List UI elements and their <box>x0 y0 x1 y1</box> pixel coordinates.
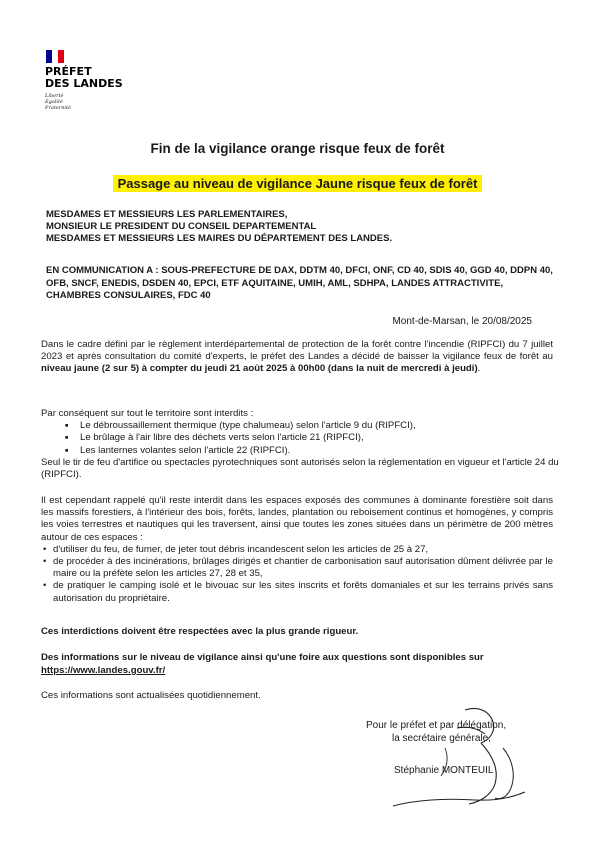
motto-fraternite: Fraternité <box>45 105 71 111</box>
document-title: Fin de la vigilance orange risque feux de forêt <box>150 141 445 156</box>
motto-egalite: Égalité <box>45 99 63 105</box>
addressee-line: MONSIEUR LE PRESIDENT DU CONSEIL DEPARTEMENTAL <box>46 221 317 233</box>
motto-liberte: Liberté <box>45 93 64 99</box>
list-item: • de pratiquer le camping isolé et le bivouac sur les sites inscrits et forêts domaniales et sur les terrains privés sans autorisation du propriétaire. <box>41 580 553 604</box>
republic-motto <box>45 93 165 111</box>
info-paragraph <box>41 651 553 677</box>
list-item: • d'utiliser du feu, de fumer, de jeter tout débris incandescent selon les articles de 25 à 27, <box>41 544 553 556</box>
place-date: Mont-de-Marsan, le 20/08/2025 <box>392 316 532 327</box>
logo-title <box>45 66 165 90</box>
prohibited-list <box>41 420 561 457</box>
list-item: ■ Le brûlage à l'air libre des déchets verts selon l'article 21 (RIPFCI), <box>41 432 561 444</box>
prohibited-lead: Par conséquent sur tout le territoire sont interdits : <box>41 408 254 419</box>
signature-delegation: Pour le préfet et par délégation, <box>366 720 507 731</box>
intro-text: Dans le cadre défini par le règlement interdépartemental de protection de la forêt contre l'incendie (RIPFCI) du 7 juillet 2023 et après consultation du comité d'experts, le préfet des Landes a décidé de baisser la vigilance feux de forêt au <box>41 339 553 363</box>
intro-end: . <box>477 363 481 375</box>
website-link[interactable]: https://www.landes.gouv.fr/ <box>41 665 166 676</box>
prohibited-section <box>41 408 561 481</box>
highlighted-subtitle: Passage au niveau de vigilance Jaune risque feux de forêt <box>113 175 483 192</box>
update-note: Ces informations sont actualisées quotidiennement. <box>41 690 261 701</box>
addressee-line: MESDAMES ET MESSIEURS LES MAIRES DU DÉPARTEMENT DES LANDES. <box>46 233 393 245</box>
reminder-section <box>41 495 553 605</box>
intro-bold: niveau jaune (2 sur 5) à compter du jeudi 21 août 2025 à 00h00 (dans la nuit de mercredi à jeudi) <box>41 363 478 375</box>
addressees <box>46 209 546 246</box>
french-flag-icon <box>46 50 64 63</box>
signatory-name: Stéphanie MONTEUIL <box>394 765 494 776</box>
reminder-text: Il est cependant rappelé qu'il reste interdit dans les espaces exposés des communes à dominante forestière soit dans les massifs forestiers, à l'intérieur des bois, forêts, landes, plantation ou reboisement continus et homogènes, y compris les voies terrestres et nautiques qui les traversent, ainsi que toutes les zones situées dans un périmètre de 200 mètres autour de ces espaces : <box>41 495 553 543</box>
communication-list: EN COMMUNICATION A : SOUS-PREFECTURE DE DAX, DDTM 40, DFCI, ONF, CD 40, SDIS 40, GGD 40, DDPN 40, OFB, SNCF, ENEDIS, DSDEN 40, EPCI, ETF AQUITAINE, UMIH, AML, SDHPA, LANDES ATTRACTIVITE, CHAMBRES CONSULAIRES, FDC 40 <box>46 265 553 301</box>
subtitle-wrap <box>0 175 595 193</box>
flag-red <box>58 50 64 63</box>
info-text: Des informations sur le niveau de vigilance ainsi qu'une foire aux questions sont disponibles sur <box>41 652 484 663</box>
list-item: ■ Les lanternes volantes selon l'article 22 (RIPFCI). <box>41 445 561 457</box>
list-item: ■ Le débroussaillement thermique (type chalumeau) selon l'article 9 du (RIPFCI), <box>41 420 561 432</box>
prefecture-logo <box>45 50 165 111</box>
list-item: • de procéder à des incinérations, brûlages dirigés et chantier de carbonisation sauf autorisation dûment délivrée par le maire ou la préfète selon les articles 27, 28 et 35, <box>41 556 553 580</box>
intro-paragraph <box>41 339 553 376</box>
logo-line-1: PRÉFET <box>45 65 92 78</box>
addressee-line: MESDAMES ET MESSIEURS LES PARLEMENTAIRES, <box>46 209 288 220</box>
reminder-list <box>41 544 553 605</box>
rigour-statement: Ces interdictions doivent être respectées avec la plus grande rigueur. <box>41 626 359 637</box>
signature-block <box>365 719 565 777</box>
logo-line-2: DES LANDES <box>45 77 123 90</box>
fireworks-note: Seul le tir de feu d'artifice ou spectacles pyrotechniques sont autorisés selon la réglementation en vigueur et l'article 24 du (RIPFCI). <box>41 456 559 481</box>
signature-role: la secrétaire générale, <box>392 733 491 744</box>
